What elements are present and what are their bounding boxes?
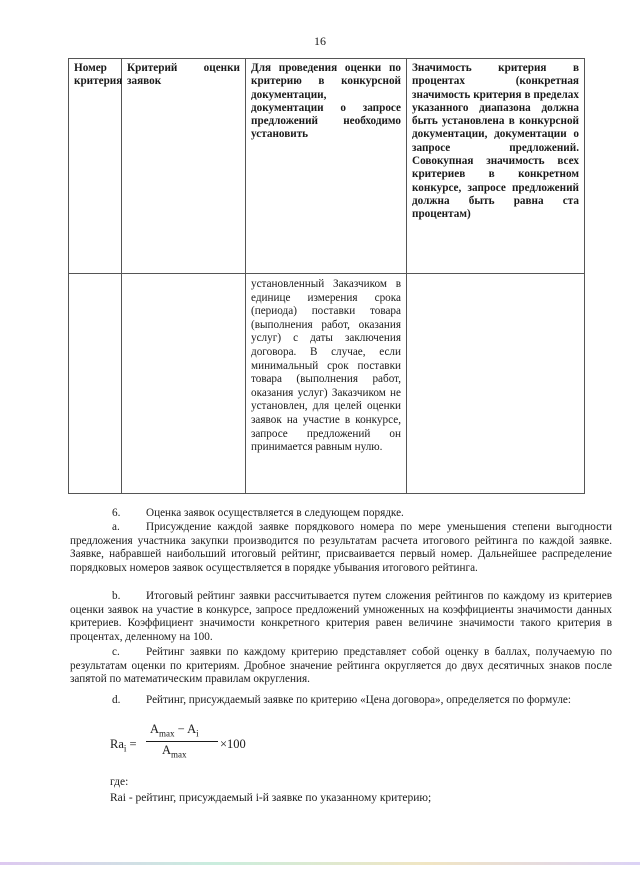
cell-criterion-name	[122, 274, 246, 494]
paragraph-marker: b.	[112, 590, 121, 602]
paragraph-6	[70, 507, 612, 521]
price-rating-formula	[110, 722, 310, 772]
paragraph-text: Рейтинг, присуждаемый заявке по критерию «Цена договора», определяется по формуле:	[146, 694, 571, 706]
rai-definition: Rai - рейтинг, присуждаемый i-й заявке по указанному критерию;	[110, 792, 432, 804]
paragraph-b	[70, 590, 612, 644]
table-header-row	[69, 59, 585, 274]
formula-multiplier: ×100	[220, 737, 246, 751]
formula-fraction-line	[146, 741, 218, 742]
formula-numerator: $A_{max} - A_i$	[150, 722, 199, 739]
page-number: 16	[314, 34, 326, 48]
table-row	[69, 274, 585, 494]
formula-lhs: $Ra_i$ =	[110, 737, 137, 754]
paragraph-text: Присуждение каждой заявке порядкового номера по мере уменьшения степени выгодности предложения участника закупки производится по результатам расчета итогового рейтинга по каждой заявке. Заявке, набравшей наибольший итоговый рейтинг, присваивается первый номер. Дальнейшее распределение порядковых номеров заявок осуществляется в порядке убывания итогового рейтинга.	[70, 521, 612, 574]
paragraph-c	[70, 646, 612, 687]
cell-criterion-number	[69, 274, 122, 494]
header-criterion-weight: Значимость критерия в процентах (конкретная значимость критерия в пределах указанного диапазона должна быть установлена в конкурсной документации, документации о запросе предложений. Совокупная значимость всех критериев в конкретном конкурсе, запросе предложений должна быть равна ста процентам)	[407, 59, 585, 274]
cell-evaluation-requirements: установленный Заказчиком в единице измерения срока (периода) поставки товара (выполнения работ, оказания услуг) с даты заключения договора. В случае, если минимальный срок поставки товара (выполнения работ, оказания услуг) Заказчиком не установлен, для целей оценки заявок на участие в конкурсе, запросе предложений он принимается равным нулю.	[246, 274, 407, 494]
paragraph-text: Оценка заявок осуществляется в следующем порядке.	[146, 507, 404, 519]
paragraph-text: Итоговый рейтинг заявки рассчитывается путем сложения рейтингов по каждому из критериев оценки заявок на участие в конкурсе, запросе предложений умноженных на коэффициенты значимости данных критериев. Коэффициент значимости конкретного критерия равен величине значимости такого критерия в процентах, деленному на 100.	[70, 590, 612, 643]
paragraph-d	[70, 694, 612, 708]
criteria-table	[68, 58, 585, 494]
scan-edge-line	[0, 862, 640, 865]
paragraph-marker: d.	[112, 694, 121, 706]
header-criterion-number: Номер критерия	[69, 59, 122, 274]
where-label: где:	[110, 776, 129, 788]
paragraph-marker: c.	[112, 646, 120, 658]
header-evaluation-requirements: Для проведения оценки по критерию в конкурсной документации, документации о запросе предложений необходимо установить	[246, 59, 407, 274]
paragraph-marker: 6.	[112, 507, 121, 519]
header-criterion-name: Критерий оценки заявок	[122, 59, 246, 274]
paragraph-a	[70, 521, 612, 575]
formula-denominator: $A_{max}$	[162, 743, 187, 760]
paragraph-text: Рейтинг заявки по каждому критерию представляет собой оценку в баллах, получаемую по результатам оценки по критериям. Дробное значение рейтинга округляется до двух десятичных знаков после запятой по математическим правилам округления.	[70, 646, 612, 686]
cell-criterion-weight	[407, 274, 585, 494]
paragraph-marker: a.	[112, 521, 120, 533]
